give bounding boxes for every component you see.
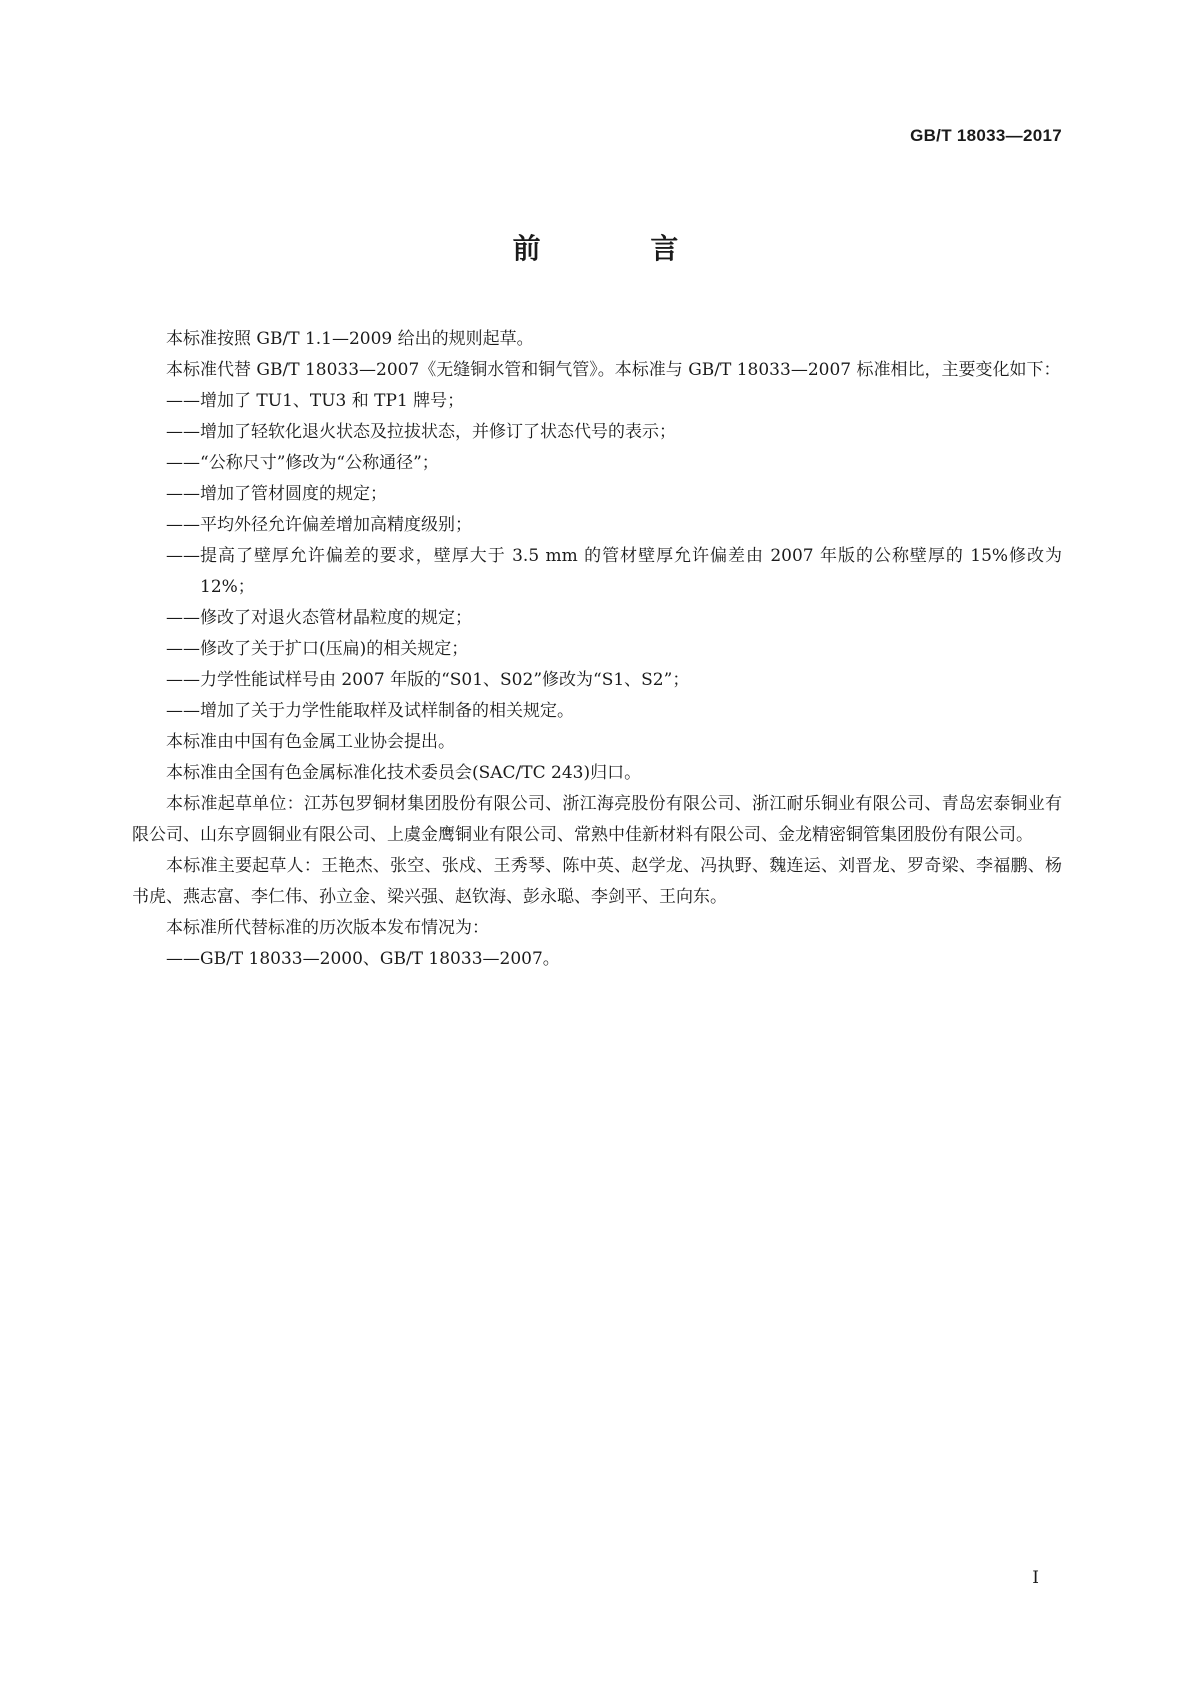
list-item [132,448,1062,479]
list-item-text: “公称尺寸”修改为“公称通径”； [200,453,439,473]
list-dash: —— [166,608,200,628]
list-item-text: 增加了关于力学性能取样及试样制备的相关规定。 [200,701,574,721]
list-item-text: 增加了管材圆度的规定； [200,484,387,504]
changes-list [132,386,1062,727]
paragraph-history: 本标准所代替标准的历次版本发布情况为： [166,918,489,938]
list-item-text: 增加了 TU1、TU3 和 TP1 牌号； [200,391,465,411]
list-dash: —— [166,639,200,659]
paragraph-drafters: 本标准主要起草人：王艳杰、张空、张戍、王秀琴、陈中英、赵学龙、冯执野、魏连运、刘晋龙、罗奇梁、李福鹏、杨书虎、燕志富、李仁伟、孙立金、梁兴强、赵钦海、彭永聪、李剑平、王向东。 [132,856,1062,907]
list-item [132,417,1062,448]
list-dash: —— [166,670,200,690]
list-dash: —— [166,422,200,442]
paragraph-proposed-by: 本标准由中国有色金属工业协会提出。 [166,732,455,752]
list-dash: —— [166,453,200,473]
paragraph-drafting-units: 本标准起草单位：江苏包罗铜材集团股份有限公司、浙江海亮股份有限公司、浙江耐乐铜业有限公司、青岛宏泰铜业有限公司、山东亨圆铜业有限公司、上虞金鹰铜业有限公司、常熟中佳新材料有限公司、金龙精密铜管集团股份有限公司。 [132,794,1062,845]
list-dash: —— [166,949,200,969]
page-title: 前 言 [512,232,729,265]
list-item [132,665,1062,696]
list-item [132,541,1062,603]
standard-code: GB/T 18033—2017 [910,126,1062,145]
list-item [132,603,1062,634]
list-dash: —— [166,484,200,504]
list-item-text: 力学性能试样号由 2007 年版的“S01、S02”修改为“S1、S2”； [200,670,690,690]
list-dash: —— [166,391,200,411]
list-dash: —— [166,546,200,566]
list-item-text: 平均外径允许偏差增加高精度级别； [200,515,472,535]
list-item-text: 提高了壁厚允许偏差的要求，壁厚大于 3.5 mm 的管材壁厚允许偏差由 2007 年版的公称壁厚的 15%修改为 12%； [200,546,1062,597]
page-number: I [1032,1568,1039,1588]
paragraph-drafting-rules: 本标准按照 GB/T 1.1—2009 给出的规则起草。 [166,329,534,349]
list-item [132,479,1062,510]
history-item [132,944,1062,975]
list-item [132,386,1062,417]
history-text: GB/T 18033—2000、GB/T 18033—2007。 [200,949,560,969]
list-item-text: 修改了对退火态管材晶粒度的规定； [200,608,472,628]
list-item [132,696,1062,727]
list-dash: —— [166,701,200,721]
list-item-text: 增加了轻软化退火状态及拉拔状态，并修订了状态代号的表示； [200,422,676,442]
paragraph-replaces: 本标准代替 GB/T 18033—2007《无缝铜水管和铜气管》。本标准与 GB/T 18033—2007 标准相比，主要变化如下： [166,360,1061,380]
list-item-text: 修改了关于扩口(压扁)的相关规定； [200,639,469,659]
list-item [132,634,1062,665]
document-body [132,324,1062,975]
list-dash: —— [166,515,200,535]
list-item [132,510,1062,541]
paragraph-centralized-by: 本标准由全国有色金属标准化技术委员会(SAC/TC 243)归口。 [166,763,642,783]
